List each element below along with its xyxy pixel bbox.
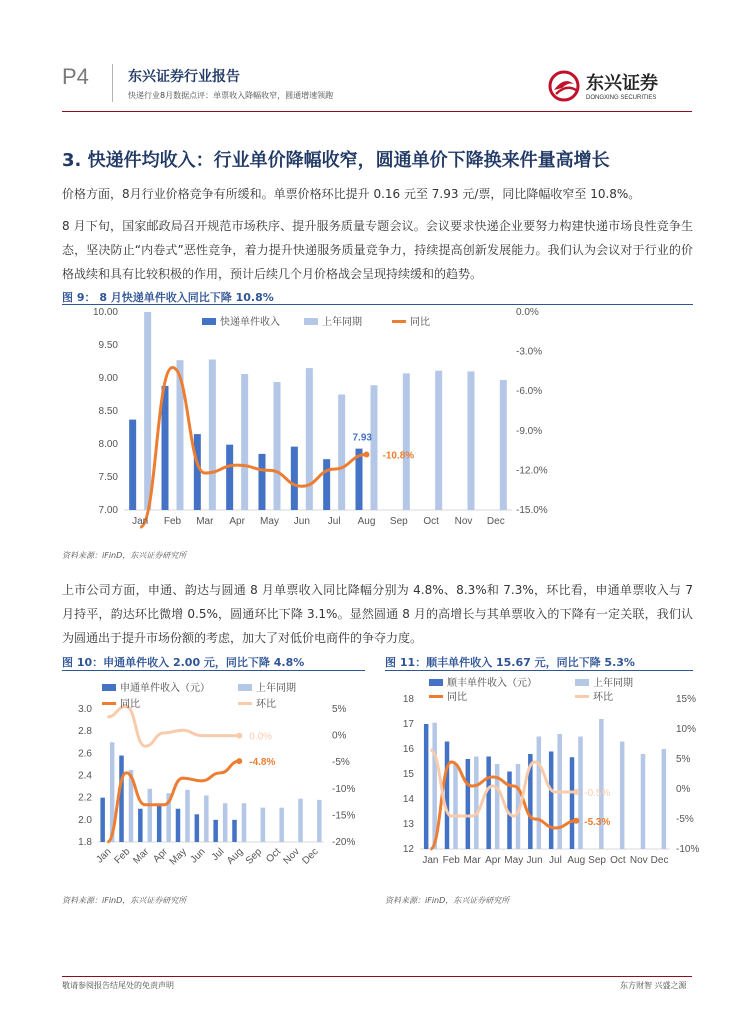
bar-current — [424, 724, 429, 849]
x-tick-label: Feb — [112, 846, 133, 867]
y-tick-label: 14 — [402, 794, 414, 805]
legend-swatch — [102, 684, 116, 691]
y2-tick-label: -6.0% — [516, 386, 543, 398]
bar-prior-year — [641, 754, 646, 849]
bar-current — [226, 445, 233, 510]
y2-tick-label: -10% — [332, 783, 356, 795]
x-tick-label: Apr — [485, 855, 501, 866]
bar-prior-year — [474, 757, 479, 850]
y-tick-label: 10.00 — [92, 307, 118, 318]
series-line-yoy — [430, 762, 576, 849]
bar-prior-year — [338, 395, 345, 511]
bar-prior-year — [204, 795, 209, 842]
x-tick-label: Jun — [188, 846, 208, 866]
y-tick-label: 7.00 — [98, 505, 118, 516]
bar-prior-year — [306, 368, 313, 510]
fig11-title: 图 11：顺丰单件收入 15.67 元，同比下降 5.3% — [385, 656, 635, 669]
x-tick-label: Aug — [225, 846, 246, 867]
legend-label: 环比 — [593, 692, 613, 703]
report-title: 东兴证券行业报告 — [128, 69, 240, 85]
y-tick-label: 8.00 — [98, 439, 118, 450]
x-tick-label: Nov — [281, 846, 302, 867]
bar-prior-year — [371, 385, 378, 510]
x-tick-label: Mar — [196, 516, 214, 527]
bar-prior-year — [317, 800, 322, 842]
bar-current — [259, 454, 266, 510]
logo-text-en: DONGXING SECURITIES — [586, 95, 657, 101]
legend-label: 申通单件收入（元） — [120, 683, 210, 694]
y-tick-label: 15 — [402, 769, 414, 780]
y-tick-label: 13 — [402, 819, 414, 830]
bar-current — [157, 804, 162, 842]
x-tick-label: Jan — [132, 516, 149, 527]
y2-tick-label: 10% — [676, 724, 697, 735]
series-end-point — [236, 758, 242, 764]
x-tick-label: Dec — [486, 516, 505, 527]
fig11-source: 资料来源：iFinD，东兴证券研究所 — [385, 896, 510, 905]
company-logo — [548, 68, 690, 104]
y-tick-label: 9.00 — [98, 373, 118, 384]
y-tick-label: 16 — [402, 744, 414, 755]
y-tick-label: 12 — [402, 844, 414, 855]
bar-prior-year — [185, 790, 190, 842]
bar-current — [570, 757, 575, 849]
y2-tick-label: 0% — [332, 730, 347, 742]
bar-prior-year — [242, 803, 247, 842]
x-tick-label: Oct — [423, 516, 439, 527]
x-tick-label: Aug — [567, 855, 586, 866]
bar-current — [466, 759, 471, 849]
y-tick-label: 7.50 — [98, 472, 118, 483]
bar-prior-year — [662, 749, 667, 849]
y-tick-label: 2.8 — [78, 726, 92, 738]
paragraph-companies: 上市公司方面，申通、韵达与圆通 8 月单票收入同比降幅分别为 4.8%、8.3%和 7.3%，环比看，申通单票收入与 7 月持平，韵达环比微增 0.5%，圆通环比下降 3.1%。显然圆通 8 月的高增长与其单票收入的下降有一定关联，我们认为圆通出于提升市场份额的考虑，加大了对低价电商件的争夺力度。 — [62, 583, 693, 645]
fig10-source: 资料来源：iFinD，东兴证券研究所 — [62, 896, 187, 905]
bar-current — [213, 820, 218, 842]
x-tick-label: Mar — [463, 855, 481, 866]
bar-current — [138, 809, 143, 842]
data-label-yoy: -10.8% — [382, 450, 415, 462]
bar-current — [119, 756, 124, 842]
y2-tick-label: 15% — [676, 694, 697, 705]
section-title: 3. 快递件均收入：行业单价降幅收窄，圆通单价下降换来件量高增长 — [62, 150, 610, 171]
logo-mark-icon — [550, 72, 578, 100]
y-tick-label: 1.8 — [78, 837, 92, 848]
data-label-aug: 7.93 — [352, 432, 372, 444]
bar-current — [194, 434, 201, 510]
legend-swatch — [575, 679, 589, 686]
footer-disclaimer: 敬请参阅报告结尾处的免责声明 — [62, 981, 174, 990]
x-tick-label: Jan — [94, 846, 114, 866]
bar-current — [232, 820, 237, 842]
bar-current — [176, 809, 181, 842]
fig9-source: 资料来源：iFinD，东兴证券研究所 — [62, 551, 187, 560]
y2-tick-label: -9.0% — [516, 425, 543, 437]
series-line-mom — [107, 706, 239, 746]
bar-prior-year — [274, 382, 281, 510]
x-tick-label: Feb — [163, 516, 182, 527]
y2-tick-label: -12.0% — [516, 465, 548, 477]
report-subtitle: 快递行业8月数据点评：单票收入降幅收窄，圆通增速领跑 — [128, 91, 334, 100]
bar-prior-year — [620, 742, 625, 850]
paragraph-meeting: 8 月下旬，国家邮政局召开规范市场秩序、提升服务质量专题会议。会议要求快递企业要努力构建快递市场良性竞争生态，坚决防止“内卷式”恶性竞争，着力提升快递服务质量竞争力，持续提高创新发展能力。我们认为会议对于行业的价格战续和具有比较积极的作用，预计后续几个月价格战会呈现持续缓和的趋势。 — [62, 219, 693, 281]
x-tick-label: Aug — [357, 516, 376, 527]
header-rule — [62, 111, 692, 112]
legend-label: 同比 — [447, 692, 467, 703]
legend-label: 上年同期 — [256, 683, 296, 694]
bar-current — [486, 757, 491, 850]
bar-prior-year — [241, 374, 248, 510]
bar-prior-year — [144, 312, 151, 510]
series-end-point — [573, 818, 579, 824]
data-label-yoy: -4.8% — [249, 757, 276, 769]
legend-label: 上年同期 — [322, 317, 362, 328]
legend-label: 同比 — [120, 699, 140, 710]
bar-current — [549, 752, 554, 850]
footer-rule — [62, 976, 692, 977]
y-tick-label: 18 — [402, 694, 414, 705]
bar-prior-year — [261, 808, 266, 842]
x-tick-label: Oct — [610, 855, 626, 866]
bar-current — [291, 447, 298, 510]
legend-label: 上年同期 — [593, 678, 633, 689]
y-tick-label: 9.50 — [98, 340, 118, 351]
x-tick-label: Jun — [293, 516, 310, 527]
y2-tick-label: -5% — [676, 814, 694, 825]
fig11-rule — [385, 670, 693, 671]
y2-tick-label: 0% — [676, 784, 691, 795]
y-tick-label: 2.0 — [78, 814, 92, 826]
x-tick-label: Mar — [131, 846, 152, 867]
x-tick-label: Nov — [454, 516, 473, 527]
y-tick-label: 3.0 — [78, 704, 92, 715]
data-label-mom: 0.0% — [249, 731, 273, 743]
header-divider — [112, 64, 113, 102]
legend-swatch — [429, 679, 443, 686]
series-end-point — [364, 452, 370, 458]
x-tick-label: Nov — [629, 855, 648, 866]
y2-tick-label: -3.0% — [516, 346, 543, 358]
series-line-yoy — [107, 761, 239, 842]
x-tick-label: Jul — [327, 516, 341, 527]
bar-prior-year — [537, 737, 542, 850]
legend-swatch — [238, 684, 252, 691]
bar-current — [129, 420, 136, 510]
x-tick-label: Oct — [264, 846, 284, 866]
fig11-chart — [385, 672, 700, 880]
y2-tick-label: -5% — [332, 757, 350, 769]
y2-tick-label: 0.0% — [516, 307, 539, 318]
y2-tick-label: 5% — [676, 754, 691, 765]
data-label-mom: -0.5% — [584, 788, 611, 799]
bar-prior-year — [453, 764, 458, 849]
x-tick-label: Apr — [151, 846, 171, 866]
legend-label: 环比 — [256, 699, 276, 710]
bar-prior-year — [298, 799, 303, 842]
paragraph-price: 价格方面，8月行业价格竞争有所缓和。单票价格环比提升 0.16 元至 7.93 元/票，同比降幅收窄至 10.8%。 — [62, 187, 641, 201]
legend-label: 顺丰单件收入（元） — [447, 678, 537, 689]
bar-prior-year — [403, 373, 410, 510]
bar-prior-year — [223, 803, 228, 842]
y-tick-label: 8.50 — [98, 406, 118, 417]
bar-prior-year — [599, 719, 604, 849]
bar-current — [445, 742, 450, 850]
x-tick-label: May — [167, 846, 189, 868]
bar-prior-year — [500, 380, 507, 510]
fig9-title: 图 9： 8 月快递单件收入同比下降 10.8% — [62, 291, 274, 304]
bar-current — [100, 798, 105, 842]
x-tick-label: Sep — [243, 846, 265, 867]
bar-prior-year — [279, 808, 284, 842]
y-tick-label: 2.2 — [78, 792, 92, 804]
x-tick-label: Jun — [526, 855, 543, 866]
legend-swatch — [304, 318, 318, 325]
bar-current — [323, 459, 330, 510]
x-tick-label: Jan — [422, 855, 439, 866]
x-tick-label: Apr — [229, 516, 245, 527]
fig10-rule — [62, 670, 365, 671]
data-label-yoy: -5.3% — [584, 816, 611, 828]
page-number: P4 — [62, 64, 89, 89]
x-tick-label: Feb — [442, 855, 460, 866]
x-tick-label: Jul — [549, 855, 562, 866]
series-end-point — [573, 789, 579, 795]
bar-prior-year — [435, 371, 442, 510]
fig10-chart — [62, 672, 365, 880]
y2-tick-label: -15% — [332, 810, 356, 822]
y-tick-label: 17 — [402, 719, 414, 730]
legend-label: 同比 — [410, 317, 430, 328]
fig9-chart — [62, 304, 693, 536]
y2-tick-label: -15.0% — [516, 505, 548, 516]
x-tick-label: Sep — [389, 516, 408, 527]
y2-tick-label: -20% — [332, 837, 356, 848]
logo-text-cn: 东兴证券 — [586, 73, 658, 93]
series-end-point — [236, 733, 242, 739]
y-tick-label: 2.6 — [78, 748, 92, 760]
bar-prior-year — [209, 360, 216, 510]
bar-prior-year — [468, 371, 475, 510]
x-tick-label: Dec — [300, 846, 321, 867]
x-tick-label: Jul — [209, 846, 227, 864]
bar-prior-year — [148, 789, 153, 842]
legend-swatch — [202, 318, 216, 325]
x-tick-label: Sep — [588, 855, 606, 866]
y-tick-label: 2.4 — [78, 770, 92, 782]
fig10-title: 图 10：申通单件收入 2.00 元，同比下降 4.8% — [62, 656, 305, 669]
footer-slogan: 东方财智 兴盛之源 — [620, 981, 687, 990]
bar-current — [195, 814, 200, 842]
y2-tick-label: -10% — [676, 844, 700, 855]
x-tick-label: Dec — [650, 855, 669, 866]
legend-label: 快递单件收入 — [220, 317, 280, 328]
x-tick-label: May — [260, 516, 279, 527]
y2-tick-label: 5% — [332, 704, 347, 715]
x-tick-label: May — [504, 855, 524, 866]
series-line-yoy — [140, 367, 366, 527]
